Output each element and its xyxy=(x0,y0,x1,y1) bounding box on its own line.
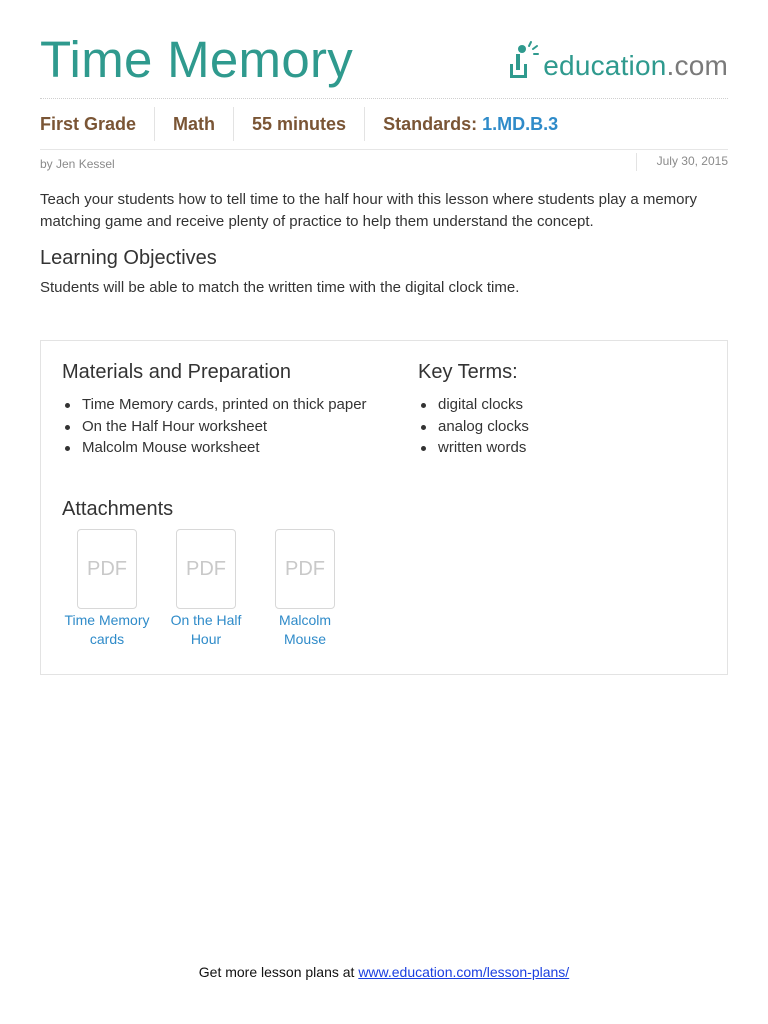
lesson-plan-page xyxy=(40,0,728,647)
list-item: Time Memory cards, printed on thick paper xyxy=(62,394,402,416)
pdf-file-icon[interactable]: PDF xyxy=(275,529,335,609)
attachment-on-the-half-hour[interactable] xyxy=(161,529,251,649)
subject-label: Math xyxy=(155,107,234,141)
learning-objectives-heading: Learning Objectives xyxy=(40,247,217,269)
pdf-file-icon[interactable]: PDF xyxy=(77,529,137,609)
key-terms-section xyxy=(418,359,698,459)
grade-label: First Grade xyxy=(40,107,155,141)
materials-box xyxy=(40,340,728,675)
list-item: analog clocks xyxy=(418,416,698,438)
standards-prefix: Standards: xyxy=(383,114,478,134)
attachment-time-memory-cards[interactable] xyxy=(62,529,152,649)
byline xyxy=(40,150,728,180)
attachment-link[interactable]: Time Memory cards xyxy=(64,612,150,647)
lesson-intro: Teach your students how to tell time to the half hour with this lesson where students play a memory matching game and receive plenty of practice to help them understand the concept. xyxy=(40,191,697,230)
attachment-link[interactable]: Malcolm Mouse xyxy=(278,612,332,647)
lesson-plans-link[interactable]: www.education.com/lesson-plans/ xyxy=(358,964,570,980)
list-item: Malcolm Mouse worksheet xyxy=(62,437,402,459)
page-header xyxy=(40,0,728,99)
page-footer xyxy=(0,964,768,980)
page-title: Time Memory xyxy=(40,31,354,88)
education-logo[interactable] xyxy=(507,40,728,80)
duration-label: 55 minutes xyxy=(234,107,365,141)
materials-list xyxy=(62,394,402,459)
book-reader-logo-icon xyxy=(507,40,541,80)
learning-objective-text: Students will be able to match the written time with the digital clock time. xyxy=(40,279,520,296)
logo-wordmark xyxy=(543,52,728,80)
pdf-file-icon[interactable]: PDF xyxy=(176,529,236,609)
attachments-heading: Attachments xyxy=(62,498,174,520)
standards-code-link[interactable]: 1.MD.B.3 xyxy=(482,114,559,134)
materials-section xyxy=(62,359,402,459)
list-item: digital clocks xyxy=(418,394,698,416)
list-item: written words xyxy=(418,437,698,459)
materials-heading: Materials and Preparation xyxy=(62,361,292,383)
list-item: On the Half Hour worksheet xyxy=(62,416,402,438)
lesson-meta-bar xyxy=(40,99,728,150)
attachment-link[interactable]: On the Half Hour xyxy=(170,612,242,647)
logo-name: education xyxy=(543,50,667,81)
attachments-list xyxy=(62,529,359,649)
key-terms-heading: Key Terms: xyxy=(418,361,518,383)
attachment-malcolm-mouse[interactable] xyxy=(260,529,350,649)
key-terms-list xyxy=(418,394,698,459)
standards-label xyxy=(365,107,576,141)
publish-date: July 30, 2015 xyxy=(636,153,728,171)
footer-text: Get more lesson plans at xyxy=(198,964,355,980)
author: by Jen Kessel xyxy=(40,157,115,171)
logo-tld: .com xyxy=(666,50,728,81)
